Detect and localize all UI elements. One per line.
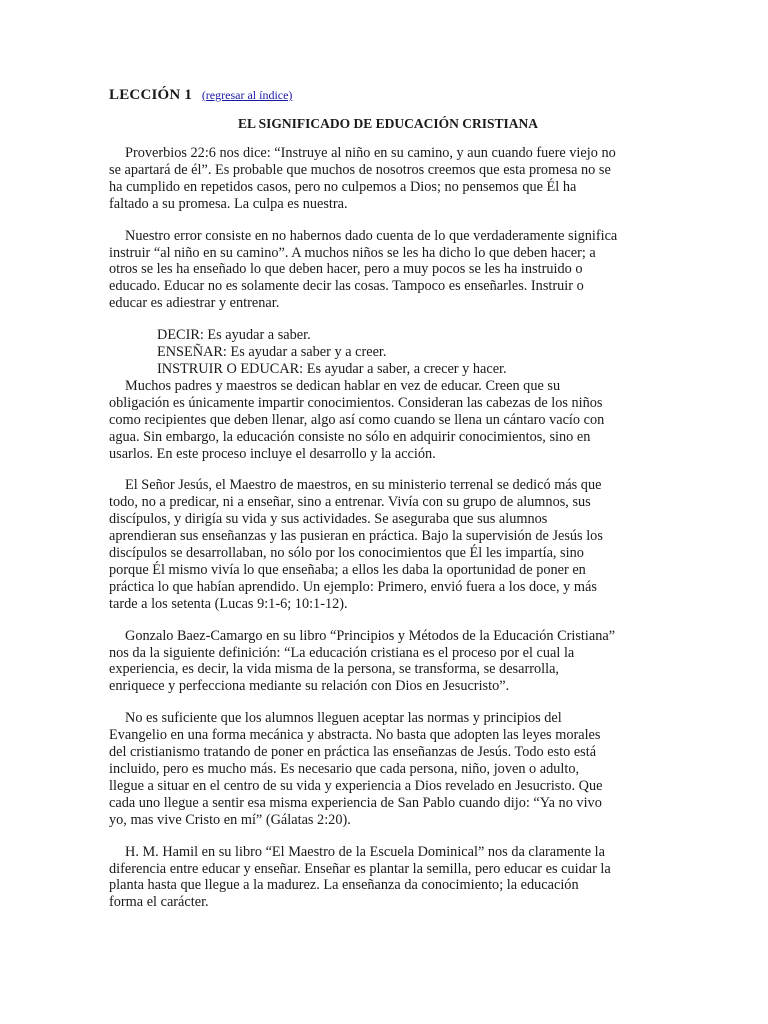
text-line: obligación es únicamente impartir conocimientos. Consideran las cabezas de los niños [109,394,603,411]
text-line: cada uno llegue a sentir esa misma experiencia de San Pablo cuando dijo: “Ya no vivo [109,794,602,811]
paragraph-no-es-suficiente [109,710,661,828]
text-line: aprendieran sus enseñanzas y las pusieran en práctica. Bajo la supervisión de Jesús los [109,528,603,545]
text-line: tarde a los setenta (Lucas 9:1-6; 10:1-12). [109,595,348,612]
text-line: No es suficiente que los alumnos lleguen aceptar las normas y principios del [125,710,562,727]
text-line: yo, mas vive Cristo en mí” (Gálatas 2:20). [109,811,351,828]
text-line: educado. Educar no es solamente decir las cosas. Tampoco es enseñarles. Instruir o [109,278,584,295]
text-line: práctica lo que habían aprendido. Un ejemplo: Primero, envió fuera a los doce, y más [109,578,597,595]
text-line: diferencia entre educar y enseñar. Enseñar es plantar la semilla, pero educar es cuidar la [109,860,611,877]
text-line: educar es adiestrar y entrenar. [109,295,280,312]
paragraph-padres-maestros [109,378,661,463]
text-line: Proverbios 22:6 nos dice: “Instruye al niño en su camino, y aun cuando fuere viejo no [125,145,616,161]
definition-decir: DECIR: Es ayudar a saber. [157,327,311,344]
back-to-index-link[interactable]: (regresar al índice) [201,88,293,102]
paragraph-hamil [109,844,661,912]
definition-list [109,327,661,378]
text-line: agua. Sin embargo, la educación consiste no sólo en adquirir conocimientos, sino en [109,428,591,445]
text-line: todo, no a predicar, ni a enseñar, sino a entrenar. Vivía con su grupo de alumnos, sus [109,494,591,511]
paragraph-senor-jesus [109,477,661,612]
lesson-header [109,86,661,104]
text-line: nos da la siguiente definición: “La educación cristiana es el proceso por el cual la [109,644,575,661]
text-line: discípulos se desarrollaban, no sólo por los conocimientos que Él les impartía, sino [109,545,584,562]
text-line: instruir “al niño en su camino”. A muchos niños se les ha dicho lo que deben hacer; a [109,244,596,261]
text-line: planta hasta que llegue a la madurez. La enseñanza da conocimiento; la educación [109,877,579,894]
text-line: llegue a situar en el centro de su vida y experiencia a Dios revelado en Jesucristo. Que [109,777,603,794]
text-line: del cristianismo tratando de poner en práctica las enseñanzas de Jesús. Todo esto está [109,744,597,761]
document-page [109,86,661,926]
paragraph-nuestro-error [109,228,661,313]
page-title: EL SIGNIFICADO DE EDUCACIÓN CRISTIANA [237,116,539,131]
lesson-heading: LECCIÓN 1 [109,87,193,103]
text-line: incluido, pero es mucho más. Es necesario que cada persona, niño, joven o adulto, [109,761,580,777]
text-line: Nuestro error consiste en no habernos dado cuenta de lo que verdaderamente significa [125,227,618,244]
text-line: ha cumplido en repetidos casos, pero no culpemos a Dios; no pensemos que Él ha [109,178,577,195]
text-line: Muchos padres y maestros se dedican hablar en vez de educar. Creen que su [125,377,561,394]
text-line: experiencia, es decir, la vida misma de la persona, se transforma, se desarrolla, [109,661,559,678]
text-line: como recipientes que deben llenar, algo así como cuando se llena un cántaro vacío con [109,411,605,428]
definition-instruir: INSTRUIR O EDUCAR: Es ayudar a saber, a crecer y hacer. [157,360,507,377]
text-line: El Señor Jesús, el Maestro de maestros, en su ministerio terrenal se dedicó más que [125,477,602,494]
text-line: H. M. Hamil en su libro “El Maestro de la Escuela Dominical” nos da claramente la [125,843,605,860]
text-line: faltado a su promesa. La culpa es nuestra. [109,195,348,212]
text-line: forma el carácter. [109,894,209,911]
text-line: Gonzalo Baez-Camargo en su libro “Principios y Métodos de la Educación Cristiana” [125,627,616,644]
text-line: otros se les ha enseñado lo que deben hacer, pero a muy pocos se les ha instruido o [109,261,583,278]
text-line: se apartará de él”. Es probable que muchos de nosotros creemos que esta promesa no se [109,161,611,178]
paragraph-baez-camargo [109,628,661,696]
text-line: usarlos. En este proceso incluye el desarrollo y la acción. [109,445,436,462]
paragraph-proverbios [109,145,661,213]
text-line: discípulos, y dirigía su vida y sus actividades. Se aseguraba que sus alumnos [109,511,548,528]
definition-ensenar: ENSEÑAR: Es ayudar a saber y a creer. [157,344,387,361]
text-line: enriquece y perfecciona mediante su relación con Dios en Jesucristo”. [109,678,510,695]
text-line: porque Él mismo vivía lo que enseñaba; a ellos les daba la oportunidad de poner en [109,561,586,578]
text-line: Evangelio en una forma mecánica y abstracta. No basta que adopten las leyes morales [109,727,601,744]
